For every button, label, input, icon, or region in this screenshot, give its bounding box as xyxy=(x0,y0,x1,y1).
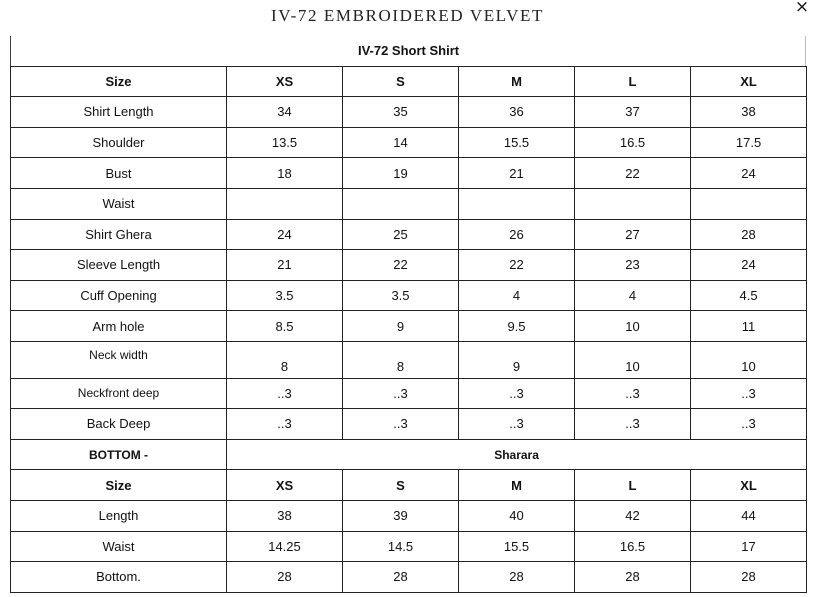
shirt-measure-cell: 23 xyxy=(575,250,691,281)
size-header-xl: XL xyxy=(691,66,807,97)
bottom-measure-cell: 39 xyxy=(343,500,459,531)
bottom-measure-row xyxy=(11,531,807,562)
shirt-measure-row xyxy=(11,219,807,250)
bottom-measure-row xyxy=(11,562,807,593)
shirt-measure-cell xyxy=(575,188,691,219)
shirt-measure-row-label: Sleeve Length xyxy=(11,250,227,281)
shirt-measure-cell: ..3 xyxy=(459,409,575,440)
shirt-measure-cell: ..3 xyxy=(227,409,343,440)
close-button[interactable] xyxy=(793,0,811,16)
shirt-measure-cell: ..3 xyxy=(459,378,575,409)
shirt-measure-cell xyxy=(343,188,459,219)
shirt-measure-row xyxy=(11,127,807,158)
shirt-measure-row xyxy=(11,311,807,342)
bottom-measure-cell: 28 xyxy=(691,562,807,593)
bottom-section-row xyxy=(11,439,807,470)
size-header-xs: XS xyxy=(227,66,343,97)
shirt-measure-cell: 3.5 xyxy=(227,280,343,311)
shirt-measure-row xyxy=(11,341,807,378)
shirt-measure-cell: 9 xyxy=(343,311,459,342)
shirt-measure-row-label: Shoulder xyxy=(11,127,227,158)
shirt-measure-cell: 24 xyxy=(691,158,807,189)
shirt-measure-cell: 4 xyxy=(459,280,575,311)
shirt-measure-cell: 28 xyxy=(691,219,807,250)
shirt-measure-cell: 24 xyxy=(227,219,343,250)
shirt-size-header-row xyxy=(11,66,807,97)
bottom-measure-row-label: Length xyxy=(11,500,227,531)
shirt-measure-row-label: Arm hole xyxy=(11,311,227,342)
bottom-measure-cell: 38 xyxy=(227,500,343,531)
shirt-measure-cell: 25 xyxy=(343,219,459,250)
shirt-measure-row xyxy=(11,97,807,128)
shirt-measure-cell: 34 xyxy=(227,97,343,128)
shirt-measure-row-label: Waist xyxy=(11,188,227,219)
shirt-measure-cell: 22 xyxy=(459,250,575,281)
shirt-measure-cell: 19 xyxy=(343,158,459,189)
bottom-section-label: BOTTOM - xyxy=(11,439,227,470)
bottom-measure-cell: 28 xyxy=(459,562,575,593)
bottom-type: Sharara xyxy=(227,439,807,470)
bottom-size-header-m: M xyxy=(459,470,575,501)
shirt-measure-cell: 9.5 xyxy=(459,311,575,342)
shirt-measure-cell: ..3 xyxy=(343,409,459,440)
size-header-label: Size xyxy=(11,66,227,97)
bottom-measure-cell: 14.5 xyxy=(343,531,459,562)
shirt-measure-cell: 21 xyxy=(459,158,575,189)
shirt-measure-row-label: Shirt Ghera xyxy=(11,219,227,250)
shirt-measure-cell: 35 xyxy=(343,97,459,128)
size-header-l: L xyxy=(575,66,691,97)
bottom-measure-row-label: Bottom. xyxy=(11,562,227,593)
shirt-measure-cell: 22 xyxy=(575,158,691,189)
bottom-measure-row xyxy=(11,500,807,531)
bottom-measure-cell: 28 xyxy=(343,562,459,593)
size-header-m: M xyxy=(459,66,575,97)
bottom-measure-row-label: Waist xyxy=(11,531,227,562)
shirt-measure-cell: 22 xyxy=(343,250,459,281)
shirt-measure-row-label: Neckfront deep xyxy=(11,378,227,409)
bottom-size-header-s: S xyxy=(343,470,459,501)
shirt-measure-row xyxy=(11,188,807,219)
shirt-measure-cell: 17.5 xyxy=(691,127,807,158)
shirt-measure-cell: 10 xyxy=(691,341,807,378)
shirt-measure-cell: 13.5 xyxy=(227,127,343,158)
size-chart-table xyxy=(10,36,807,593)
shirt-measure-cell: ..3 xyxy=(227,378,343,409)
shirt-measure-cell: 10 xyxy=(575,311,691,342)
shirt-measure-row xyxy=(11,280,807,311)
bottom-size-header-l: L xyxy=(575,470,691,501)
shirt-measure-row xyxy=(11,378,807,409)
shirt-measure-cell: 3.5 xyxy=(343,280,459,311)
shirt-measure-cell: 27 xyxy=(575,219,691,250)
shirt-measure-cell: 10 xyxy=(575,341,691,378)
shirt-measure-cell: ..3 xyxy=(575,409,691,440)
shirt-measure-cell: 16.5 xyxy=(575,127,691,158)
bottom-measure-cell: 14.25 xyxy=(227,531,343,562)
modal-title: IV-72 EMBROIDERED VELVET xyxy=(271,6,544,25)
shirt-measure-row xyxy=(11,158,807,189)
shirt-measure-row-label: Cuff Opening xyxy=(11,280,227,311)
shirt-measure-cell: 9 xyxy=(459,341,575,378)
shirt-measure-cell: 18 xyxy=(227,158,343,189)
shirt-measure-cell: 24 xyxy=(691,250,807,281)
shirt-measure-cell: 8 xyxy=(227,341,343,378)
shirt-measure-cell: 14 xyxy=(343,127,459,158)
bottom-measure-cell: 42 xyxy=(575,500,691,531)
shirt-measure-cell: ..3 xyxy=(691,378,807,409)
shirt-measure-row-label: Bust xyxy=(11,158,227,189)
shirt-measure-cell xyxy=(227,188,343,219)
shirt-measure-cell: 8.5 xyxy=(227,311,343,342)
shirt-measure-cell: 4 xyxy=(575,280,691,311)
shirt-measure-cell: 8 xyxy=(343,341,459,378)
bottom-measure-cell: 28 xyxy=(227,562,343,593)
shirt-measure-row-label: Back Deep xyxy=(11,409,227,440)
bottom-measure-cell: 44 xyxy=(691,500,807,531)
shirt-measure-cell xyxy=(459,188,575,219)
bottom-measure-cell: 40 xyxy=(459,500,575,531)
size-header-s: S xyxy=(343,66,459,97)
shirt-measure-cell: ..3 xyxy=(691,409,807,440)
shirt-measure-cell: 38 xyxy=(691,97,807,128)
shirt-measure-cell: 37 xyxy=(575,97,691,128)
shirt-measure-row xyxy=(11,250,807,281)
bottom-size-header-xl: XL xyxy=(691,470,807,501)
shirt-measure-row-label: Shirt Length xyxy=(11,97,227,128)
shirt-measure-cell: 21 xyxy=(227,250,343,281)
bottom-measure-cell: 15.5 xyxy=(459,531,575,562)
shirt-title: IV-72 Short Shirt xyxy=(11,36,807,66)
close-icon[interactable]: × xyxy=(794,0,810,17)
bottom-measure-cell: 17 xyxy=(691,531,807,562)
bottom-measure-cell: 28 xyxy=(575,562,691,593)
bottom-measure-cell: 16.5 xyxy=(575,531,691,562)
bottom-size-header-xs: XS xyxy=(227,470,343,501)
shirt-measure-cell: 36 xyxy=(459,97,575,128)
shirt-measure-cell: 4.5 xyxy=(691,280,807,311)
shirt-title-row xyxy=(11,36,807,66)
shirt-measure-cell: 15.5 xyxy=(459,127,575,158)
shirt-measure-cell: 26 xyxy=(459,219,575,250)
bottom-size-header-label: Size xyxy=(11,470,227,501)
shirt-measure-cell: 11 xyxy=(691,311,807,342)
bottom-size-header-row xyxy=(11,470,807,501)
shirt-measure-cell: ..3 xyxy=(343,378,459,409)
shirt-measure-cell: ..3 xyxy=(575,378,691,409)
shirt-measure-row-label: Neck width xyxy=(11,341,227,378)
shirt-measure-cell xyxy=(691,188,807,219)
shirt-measure-row xyxy=(11,409,807,440)
